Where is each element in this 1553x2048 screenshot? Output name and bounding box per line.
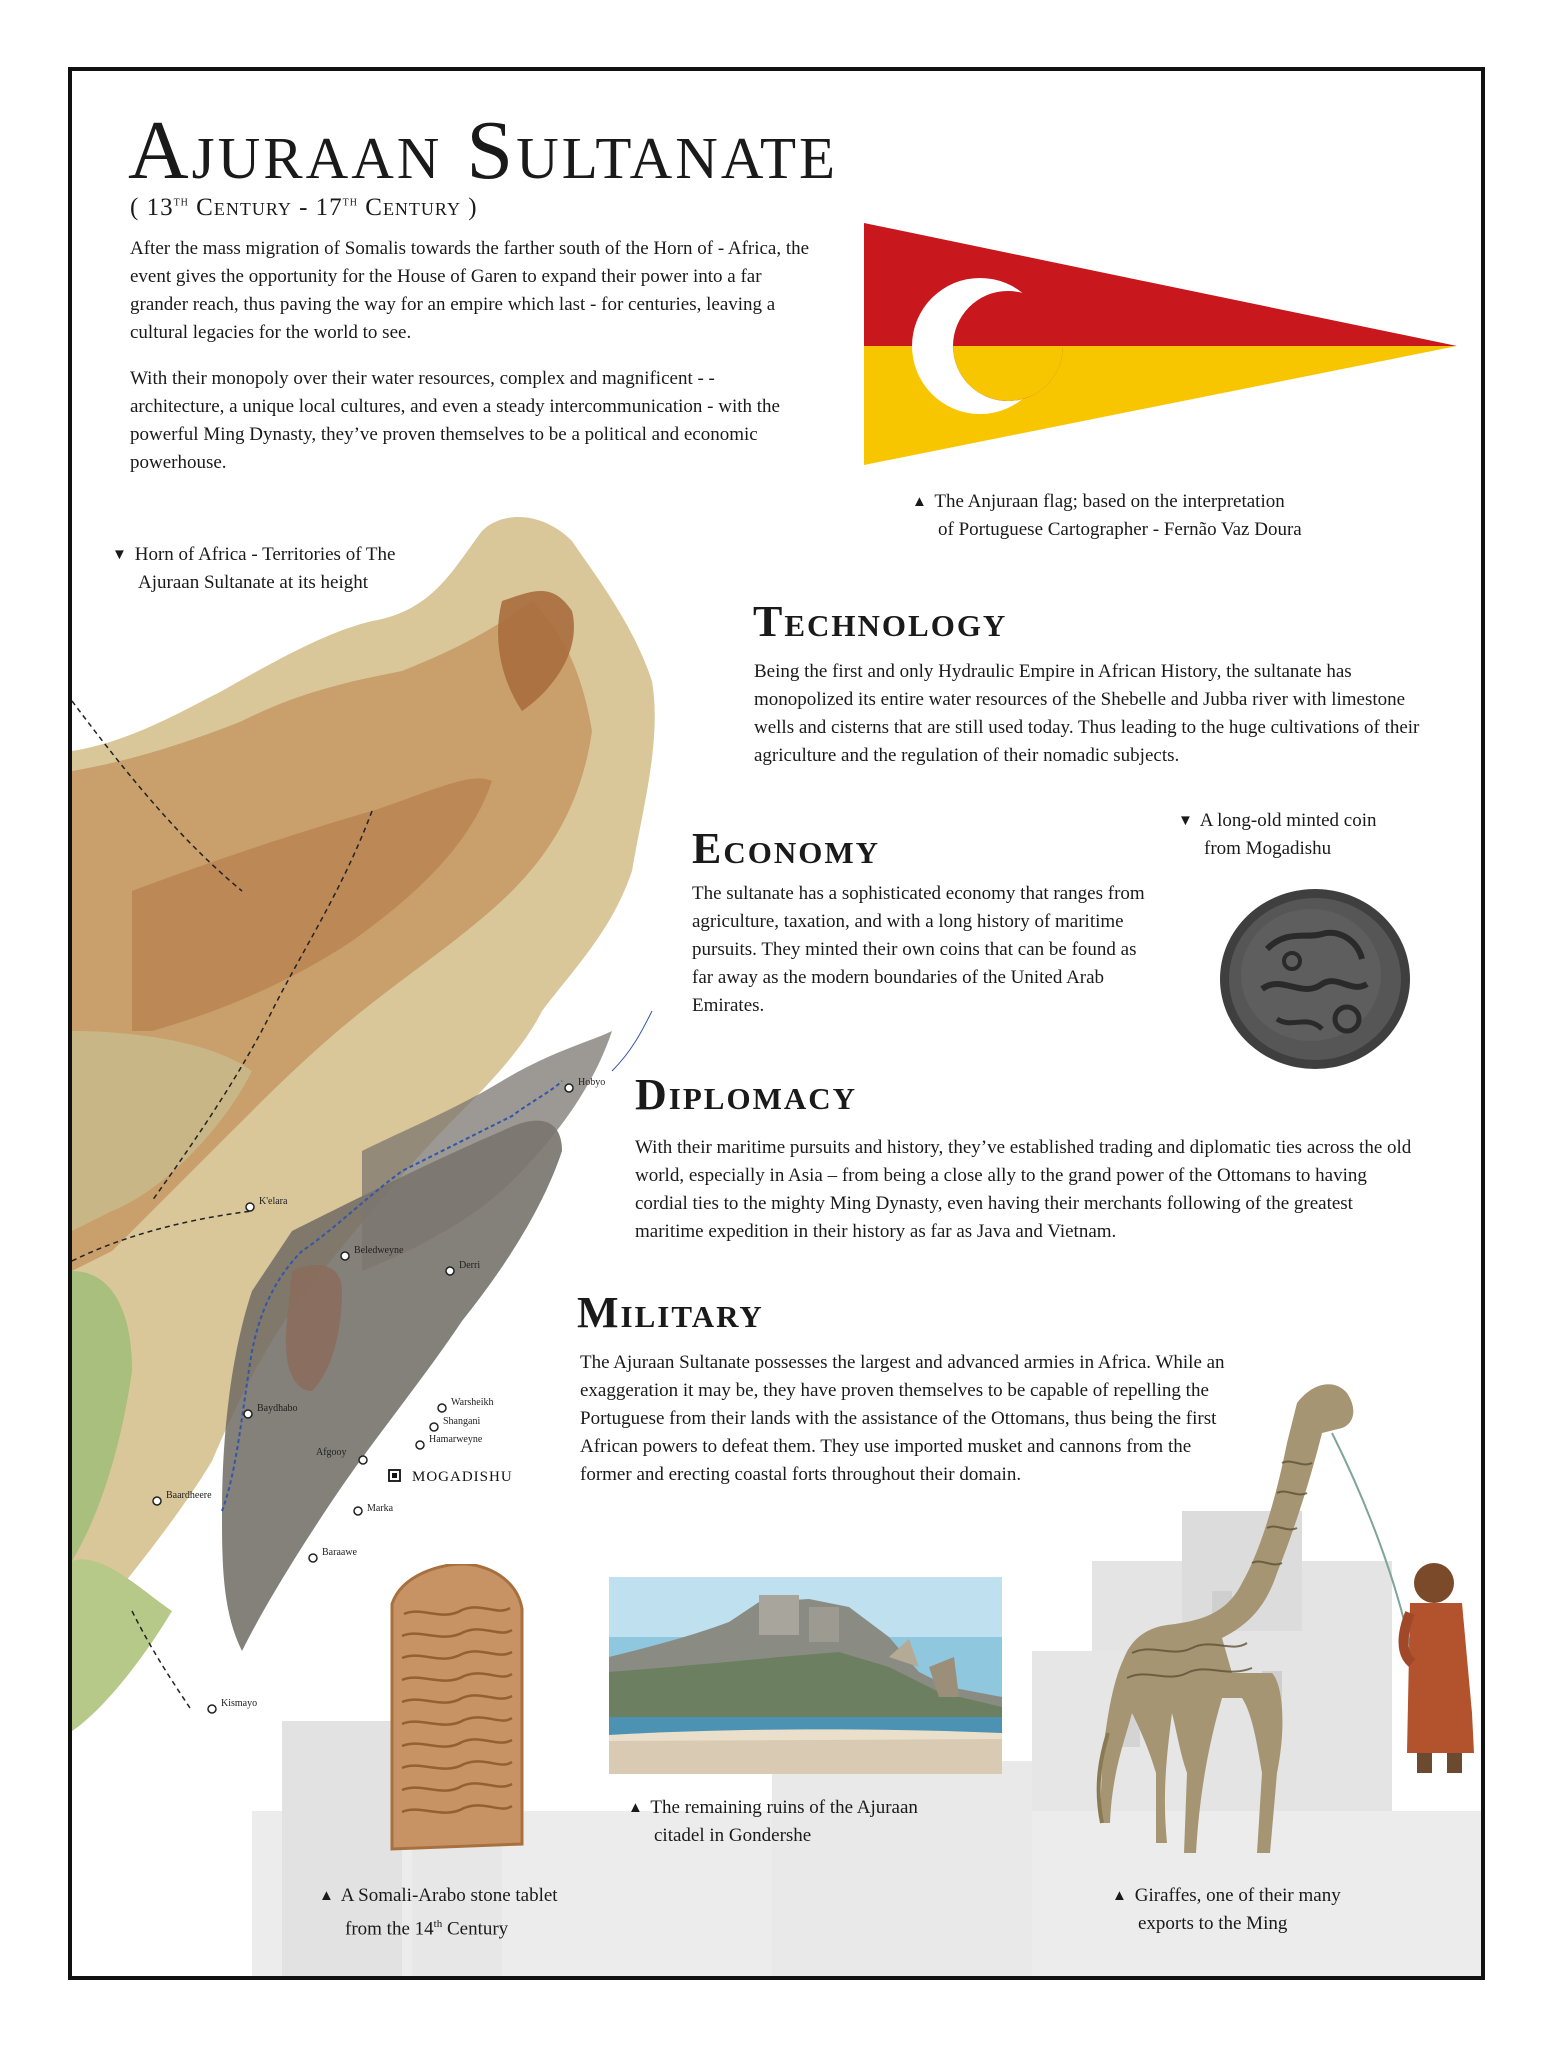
poster-subtitle: ( 13th Century - 17th Century )	[130, 194, 478, 221]
triangle-up-icon: ▲	[628, 1800, 643, 1816]
military-text: The Ajuraan Sultanate possesses the largest and advanced armies in Africa. While an exaggeration it may be, they have proven themselves to be capable of repelling the Portuguese from their lands with the assistance of the Ottomans, thus being the first African powers to defeat them. They use imported musket and cannons from the former and erecting coastal forts throughout their domain.	[580, 1352, 1225, 1485]
city-baraawe: Baraawe	[322, 1547, 357, 1558]
giraffe-caption: ▲ Giraffes, one of their many exports to the Ming	[1112, 1882, 1432, 1938]
mogadishu-coin-image	[1207, 879, 1427, 1079]
city-kismayo: Kismayo	[221, 1698, 258, 1709]
city-baardheere: Baardheere	[166, 1490, 212, 1501]
map-caption: ▼ Horn of Africa - Territories of The Ajuraan Sultanate at its height	[112, 541, 472, 597]
poster-title: Ajuraan Sultanate	[128, 104, 839, 197]
ruins-caption: ▲ The remaining ruins of the Ajuraan citadel in Gondershe	[628, 1794, 1008, 1850]
coin-caption: ▼ A long-old minted coin from Mogadishu	[1178, 807, 1458, 863]
tablet-caption: ▲ A Somali-Arabo stone tablet from the 14th Century	[319, 1882, 639, 1943]
flag-caption: ▲ The Anjuraan flag; based on the interpretation of Portuguese Cartographer - Fernão Vaz Doura	[912, 488, 1392, 544]
technology-heading: Technology	[753, 597, 1008, 646]
triangle-up-icon: ▲	[319, 1888, 334, 1904]
intro-paragraph-1: After the mass migration of Somalis towards the farther south of the Horn of - Africa, the event gives the opportunity for the House of Garen to expand their power into a far grander reach, thus paving the way for an empire which last - for centuries, leaving a cultural legacies for the world to see.	[130, 238, 810, 343]
city-mogadishu: MOGADISHU	[412, 1469, 513, 1485]
triangle-down-icon: ▼	[112, 547, 127, 563]
handler-figure	[1404, 1563, 1475, 1773]
city-beledweyne: Beledweyne	[354, 1245, 404, 1256]
gondershe-ruins-image	[609, 1577, 1002, 1774]
city-baydhabo: Baydhabo	[257, 1403, 298, 1414]
technology-text: Being the first and only Hydraulic Empire in African History, the sultanate has monopolized its entire water resources of the Shebelle and Jubba river with limestone wells and cisterns that are still used today. Thus leading to the huge cultivations of their agriculture and the regulation of their nomadic subjects.	[754, 661, 1420, 766]
city-hobyo: Hobyo	[578, 1077, 606, 1088]
diplomacy-text: With their maritime pursuits and history, they’ve established trading and diplomatic ties across the old world, especially in Asia – from being a close ally to the grand power of the Ottomans to having cordial ties to the mighty Ming Dynasty, even having their merchants following of the greatest maritime expedition in their history as far as Java and Vietnam.	[635, 1137, 1412, 1242]
military-heading: Military	[577, 1288, 764, 1337]
city-shangani: Shangani	[443, 1416, 481, 1427]
poster-frame	[68, 67, 1485, 1980]
economy-text: The sultanate has a sophisticated economy that ranges from agriculture, taxation, and with a long history of maritime pursuits. They minted their own coins that can be found as far away as the modern boundaries of the United Arab Emirates.	[692, 883, 1145, 1016]
intro-paragraph-2: With their monopoly over their water resources, complex and magnificent - - architecture, a unique local cultures, and even a steady intercommunication - with the powerful Ming Dynasty, they’ve proven themselves to be a political and economic powerhouse.	[130, 368, 780, 473]
city-warsheikh: Warsheikh	[451, 1397, 494, 1408]
flag-crescent-lower-mask	[862, 221, 1462, 471]
diplomacy-heading: Diplomacy	[635, 1070, 857, 1119]
triangle-down-icon: ▼	[1178, 813, 1193, 829]
giraffe-illustration	[1072, 1353, 1485, 1873]
city-afgooy: Afgooy	[316, 1447, 347, 1458]
city-marka: Marka	[367, 1503, 394, 1514]
stone-tablet-image	[382, 1564, 532, 1852]
triangle-up-icon: ▲	[912, 494, 927, 510]
economy-heading: Economy	[692, 824, 880, 873]
city-derri: Derri	[459, 1260, 481, 1271]
triangle-up-icon: ▲	[1112, 1888, 1127, 1904]
city-hamarweyne: Hamarweyne	[429, 1434, 483, 1445]
city-kelara: K'elara	[259, 1196, 288, 1207]
